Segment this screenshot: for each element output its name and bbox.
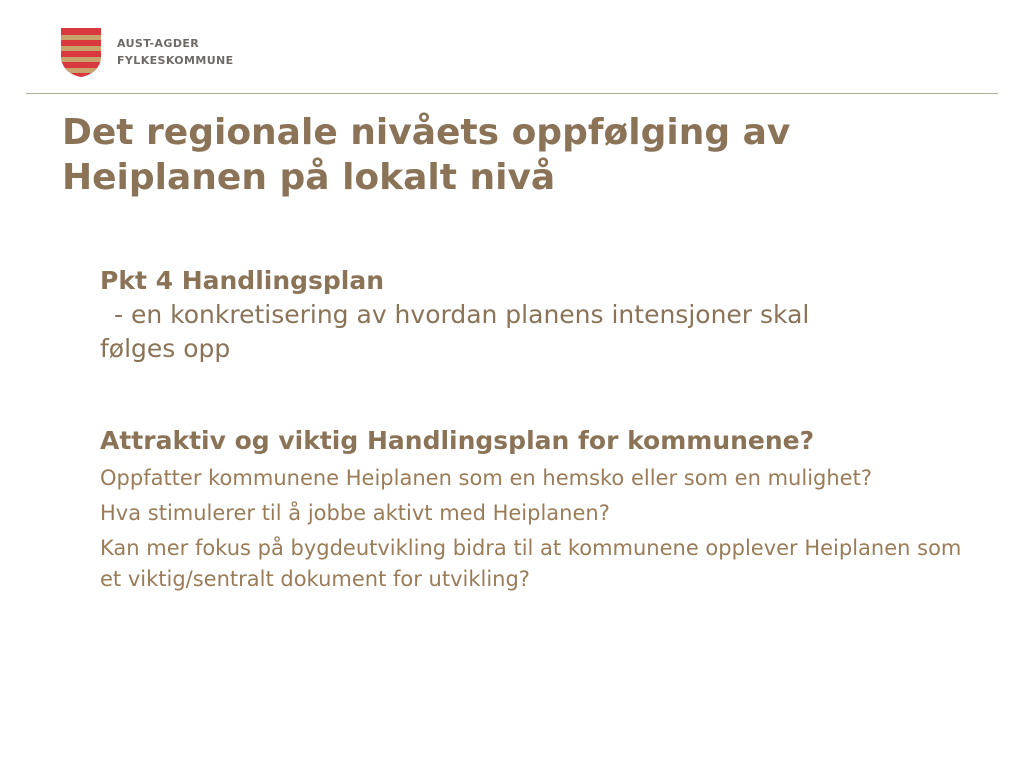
pkt-description	[100, 298, 980, 366]
pkt-heading: Pkt 4 Handlingsplan	[100, 266, 385, 295]
org-name-line2: FYLKESKOMMUNE	[117, 54, 234, 67]
slide-title-line1: Det regionale nivåets oppfølging av	[62, 112, 791, 153]
question-item: Kan mer fokus på bygdeutvikling bidra til at kommunene opplever Heiplanen som et viktig/sentralt dokument for utvikling?	[100, 536, 962, 591]
question-item: Hva stimulerer til å jobbe aktivt med Heiplanen?	[100, 501, 610, 525]
pkt-description-line2: følges opp	[100, 334, 231, 363]
question-heading: Attraktiv og viktig Handlingsplan for kommunene?	[100, 426, 815, 455]
org-name	[117, 35, 234, 69]
org-logo	[59, 26, 234, 78]
coat-of-arms-icon	[59, 26, 103, 78]
pkt-description-line1: - en konkretisering av hvordan planens intensjoner skal	[114, 300, 810, 329]
org-name-line1: AUST-AGDER	[117, 37, 200, 50]
slide-title	[62, 110, 982, 200]
header-divider	[26, 93, 998, 94]
slide-body	[100, 264, 980, 595]
question-item: Oppfatter kommunene Heiplanen som en hemsko eller som en mulighet?	[100, 466, 872, 490]
slide-title-line2: Heiplanen på lokalt nivå	[62, 157, 556, 198]
